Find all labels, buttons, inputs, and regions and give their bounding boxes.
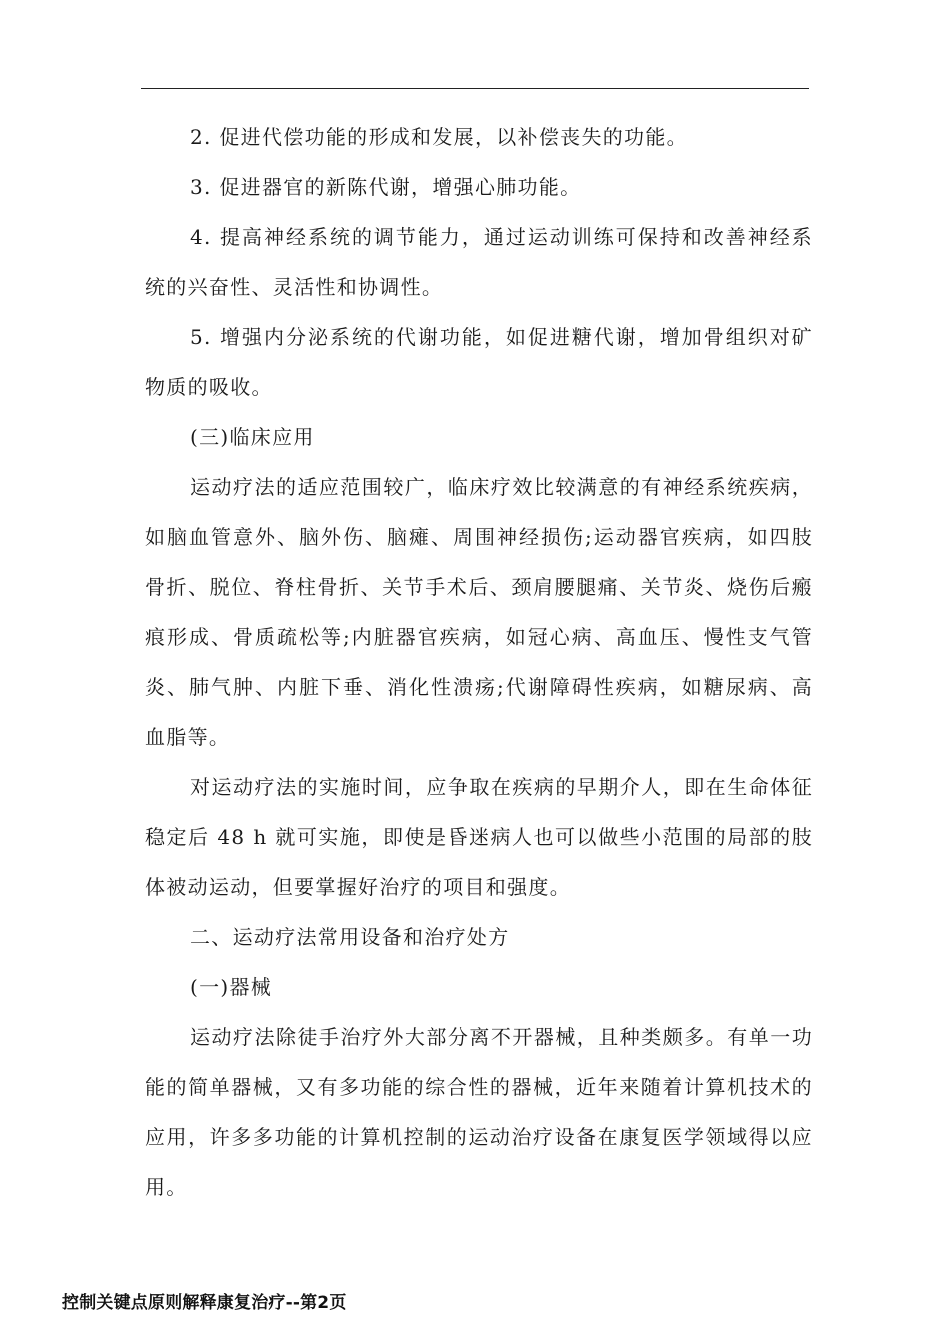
paragraph-apparatus: 运动疗法除徒手治疗外大部分离不开器械，且种类颇多。有单一功能的简单器械，又有多功能的综合性的器械，近年来随着计算机技术的应用，许多多功能的计算机控制的运动治疗设备在康复医学领域得以应用。 [145, 1025, 813, 1199]
section-heading-apparatus: (一)器械 [190, 975, 273, 999]
paragraph-timing: 对运动疗法的实施时间，应争取在疾病的早期介人，即在生命体征稳定后 48 h 就可实施，即使是昏迷病人也可以做些小范围的局部的肢体被动运动，但要掌握好治疗的项目和强度。 [145, 775, 813, 899]
paragraph-endocrine: 5. 增强内分泌系统的代谢功能，如促进糖代谢，增加骨组织对矿物质的吸收。 [145, 325, 813, 399]
paragraph-compensation: 2. 促进代偿功能的形成和发展，以补偿丧失的功能。 [190, 125, 688, 149]
paragraph-nervous-system: 4. 提高神经系统的调节能力，通过运动训练可保持和改善神经系统的兴奋性、灵活性和协调性。 [145, 225, 813, 299]
section-heading-equipment-prescription: 二、运动疗法常用设备和治疗处方 [190, 925, 510, 949]
paragraph-indications: 运动疗法的适应范围较广，临床疗效比较满意的有神经系统疾病，如脑血管意外、脑外伤、脑瘫、周围神经损伤;运动器官疾病，如四肢骨折、脱位、脊柱骨折、关节手术后、颈肩腰腿痛、关节炎、烧伤后瘢痕形成、骨质疏松等;内脏器官疾病，如冠心病、高血压、慢性支气管炎、肺气肿、内脏下垂、消化性溃疡;代谢障碍性疾病，如糖尿病、高血脂等。 [145, 475, 813, 749]
header-rule [141, 88, 809, 89]
section-heading-clinical-application: (三)临床应用 [190, 425, 315, 449]
document-body [145, 112, 813, 1212]
page-footer: 控制关键点原则解释康复治疗--第2页 [62, 1293, 347, 1313]
paragraph-metabolism: 3. 促进器官的新陈代谢，增强心肺功能。 [190, 175, 582, 199]
